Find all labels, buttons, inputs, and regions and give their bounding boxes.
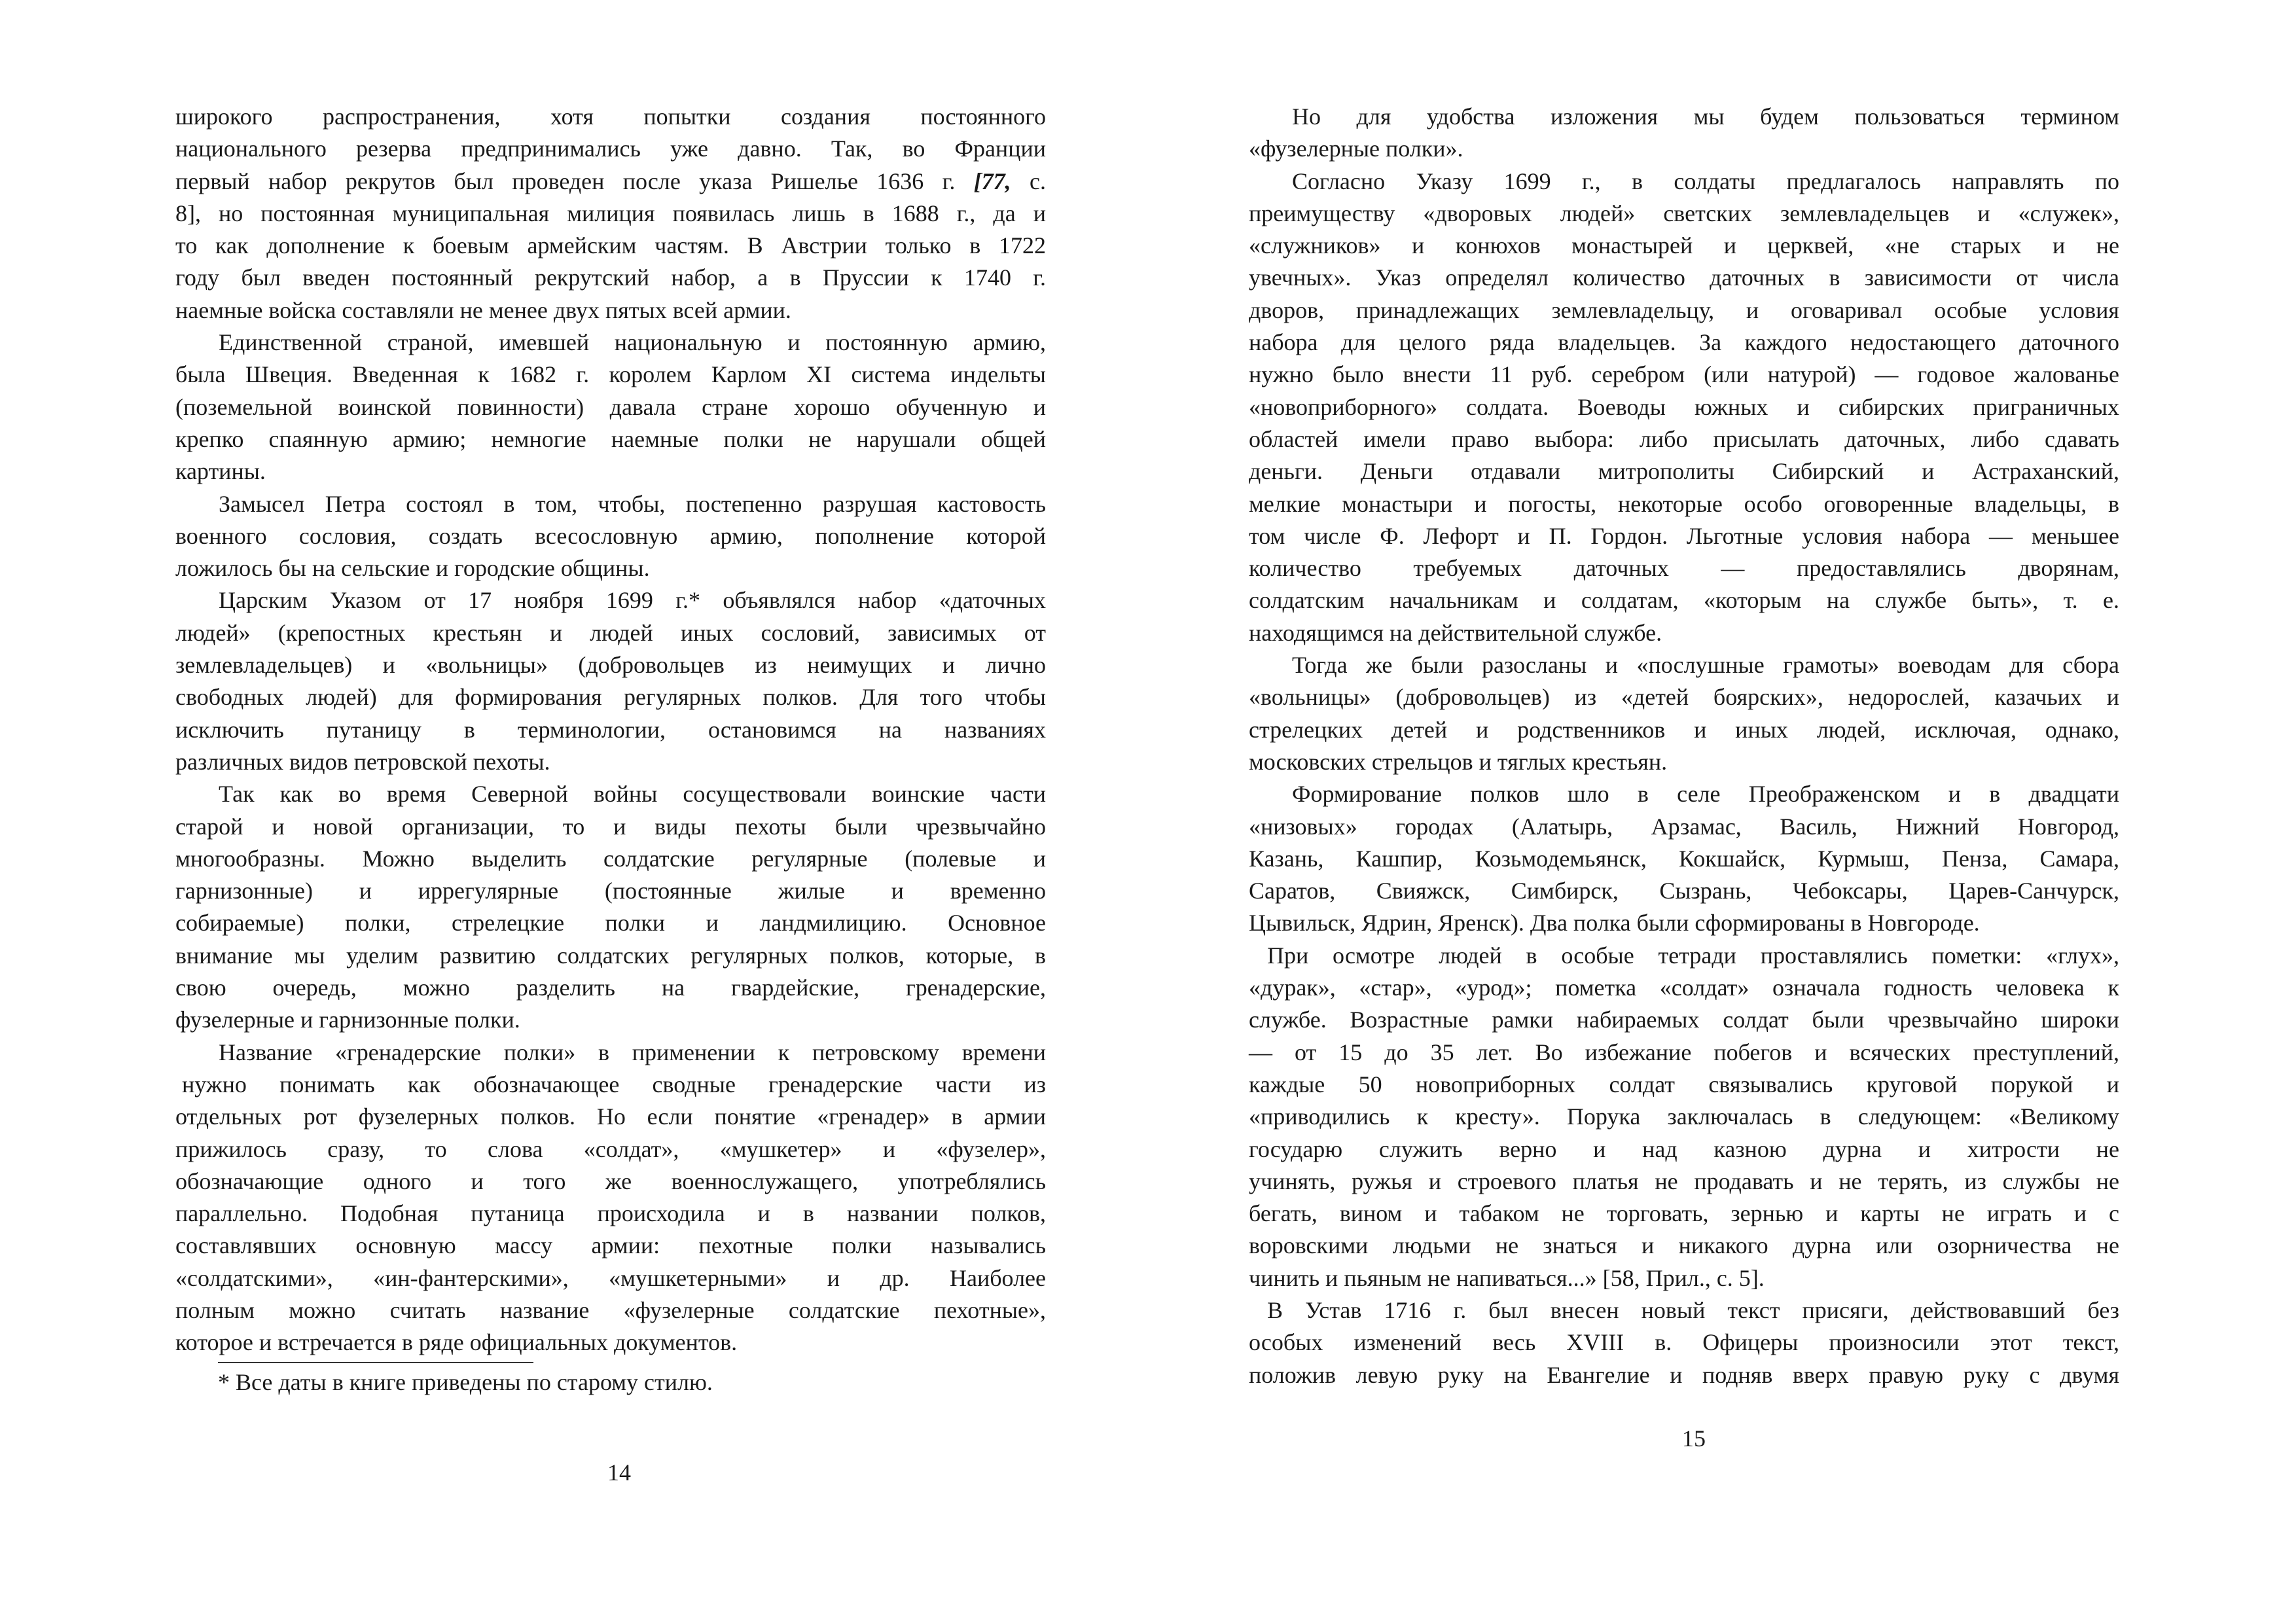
- text-line: Царским Указом от 17 ноября 1699 г.* объявлялся набор «даточных: [219, 587, 1046, 614]
- text-line: «приводились к кресту». Порука заключалась в следующем: «Великому: [1249, 1103, 2119, 1130]
- text-line: увечных». Указ определял количество даточных в зависимости от числа: [1249, 264, 2119, 291]
- text-line: том числе Ф. Лефорт и П. Гордон. Льготные условия набора — меньшее: [1249, 522, 2119, 549]
- text-line: 8], но постоянная муниципальная милиция появилась лишь в 1688 г., да и: [175, 200, 1046, 226]
- text-line: году был введен постоянный рекрутский набор, а в Пруссии к 1740 г.: [175, 264, 1046, 291]
- text-line: Согласно Указу 1699 г., в солдаты предлагалось направлять по: [1292, 168, 2119, 194]
- text-line: Казань, Кашпир, Козьмодемьянск, Кокшайск, Курмыш, Пенза, Самара,: [1249, 845, 2119, 872]
- text-line: национального резерва предпринимались уже давно. Так, во Франции: [175, 135, 1046, 162]
- right-page: [1148, 0, 2296, 1623]
- footnote: * Все даты в книге приведены по старому стилю.: [218, 1369, 713, 1395]
- text-line: «дурак», «стар», «урод»; пометка «солдат» означала годность человека к: [1249, 974, 2119, 1001]
- text-line: многообразны. Можно выделить солдатские регулярные (полевые и: [175, 845, 1046, 872]
- text-line: гарнизонные) и иррегулярные (постоянные жилые и временно: [175, 878, 1046, 904]
- text-line: «служников» и конюхов монастырей и церквей, «не старых и не: [1249, 232, 2119, 259]
- text-line: фузелерные и гарнизонные полки.: [175, 1007, 520, 1033]
- text-line: военного сословия, создать всесословную армию, пополнение которой: [175, 522, 1046, 549]
- text-line: «низовых» городах (Алатырь, Арзамас, Василь, Нижний Новгород,: [1249, 813, 2119, 840]
- text-line: нужно было внести 11 руб. серебром (или натурой) — годовое жалованье: [1249, 361, 2119, 388]
- text-line: «новоприборного» солдата. Воеводы южных и сибирских приграничных: [1249, 393, 2119, 420]
- text-line: нужно понимать как обозначающее сводные гренадерские части из: [182, 1071, 1046, 1097]
- text-line: собираемые) полки, стрелецкие полки и ландмилицию. Основное: [175, 910, 1046, 936]
- footnote-divider: [218, 1362, 533, 1363]
- text-line: особых изменений весь XVIII в. Офицеры произносили этот текст,: [1249, 1329, 2119, 1356]
- page-number: 15: [1682, 1425, 1706, 1452]
- text-line: Саратов, Свияжск, Симбирск, Сызрань, Чебоксары, Царев-Санчурск,: [1249, 878, 2119, 904]
- text-line: московских стрельцов и тяглых крестьян.: [1249, 748, 1668, 775]
- text-line: преимуществу «дворовых людей» светских землевладельцев и «служек»,: [1249, 200, 2119, 226]
- text-line: параллельно. Подобная путаница происходила и в названии полков,: [175, 1200, 1046, 1227]
- text-line: учинять, ружья и строевого платья не продавать и не терять, из службы не: [1249, 1168, 2119, 1194]
- text-line: Цывильск, Ядрин, Яренск). Два полка были сформированы в Новгороде.: [1249, 910, 1980, 936]
- text-line: ложилось бы на сельские и городские общины.: [175, 555, 650, 582]
- text-line: Единственной страной, имевшей национальную и постоянную армию,: [219, 329, 1046, 356]
- text-line: деньги. Деньги отдавали митрополиты Сибирский и Астраханский,: [1249, 458, 2119, 485]
- text-line: набора для целого ряда владельцев. За каждого недостающего даточного: [1249, 329, 2119, 356]
- text-fragment: первый набор рекрутов был проведен после указа Ришелье 1636 г.: [175, 168, 974, 194]
- text-line: областей имели право выбора: либо присылать даточных, либо сдавать: [1249, 425, 2119, 452]
- text-line: солдатским начальникам и солдатам, «которым на службе быть», т. е.: [1249, 587, 2119, 614]
- text-line: широкого распространения, хотя попытки создания постоянного: [175, 103, 1046, 130]
- text-line: государю служить верно и над казною дурна и хитрости не: [1249, 1135, 2119, 1162]
- right-page-text: [1249, 101, 2119, 1391]
- text-line: свою очередь, можно разделить на гвардейские, гренадерские,: [175, 974, 1046, 1001]
- text-line: полным можно считать название «фузелерные солдатские пехотные»,: [175, 1296, 1046, 1323]
- text-line: людей» (крепостных крестьян и людей иных сословий, зависимых от: [175, 619, 1046, 646]
- text-line: дворов, принадлежащих землевладельцу, и оговаривал особые условия: [1249, 296, 2119, 323]
- text-line: старой и новой организации, то и виды пехоты были чрезвычайно: [175, 813, 1046, 840]
- text-line: крепко спаянную армию; немногие наемные полки не нарушали общей: [175, 425, 1046, 452]
- text-line: находящимся на действительной службе.: [1249, 619, 1662, 646]
- text-line: которое и встречается в ряде официальных документов.: [175, 1329, 738, 1356]
- text-line: Так как во время Северной войны сосуществовали воинские части: [219, 781, 1046, 808]
- text-line: составлявших основную массу армии: пехотные полки назывались: [175, 1232, 1046, 1259]
- text-line: каждые 50 новоприборных солдат связывались круговой порукой и: [1249, 1071, 2119, 1097]
- left-page-text: [175, 101, 1046, 1359]
- text-line: обозначающие одного и того же военнослужащего, употреблялись: [175, 1168, 1046, 1194]
- text-line: мелкие монастыри и погосты, некоторые особо оговоренные владельцы, в: [1249, 490, 2119, 517]
- text-line: Но для удобства изложения мы будем пользоваться термином: [1292, 103, 2119, 130]
- text-line: чинить и пьяным не напиваться...» [58, Прил., с. 5].: [1249, 1264, 1765, 1291]
- text-line-with-reference: [175, 166, 1046, 198]
- text-line: прижилось сразу, то слова «солдат», «мушкетер» и «фузелер»,: [175, 1135, 1046, 1162]
- text-line: различных видов петровской пехоты.: [175, 748, 550, 775]
- text-line: При осмотре людей в особые тетради проставлялись пометки: «глух»,: [1267, 942, 2119, 969]
- text-line: бегать, вином и табаком не торговать, зернью и карты не играть и с: [1249, 1200, 2119, 1227]
- text-line: «солдатскими», «ин-фантерскими», «мушкетерными» и др. Наиболее: [175, 1264, 1046, 1291]
- text-line: Тогда же были разосланы и «послушные грамоты» воеводам для сбора: [1292, 652, 2119, 679]
- text-line: картины.: [175, 458, 266, 485]
- text-line: В Устав 1716 г. был внесен новый текст присяги, действовавший без: [1267, 1296, 2119, 1323]
- text-line: положив левую руку на Евангелие и подняв вверх правую руку с двумя: [1249, 1361, 2119, 1388]
- text-line: Название «гренадерские полки» в применении к петровскому времени: [219, 1039, 1046, 1065]
- text-line: воровскими людьми не знаться и никакого дурна или озорничества не: [1249, 1232, 2119, 1259]
- page-number: 14: [607, 1459, 631, 1486]
- citation-reference: [77,: [973, 168, 1011, 194]
- text-line: Замысел Петра состоял в том, чтобы, постепенно разрушая кастовость: [219, 490, 1046, 517]
- text-line: то как дополнение к боевым армейским частям. В Австрии только в 1722: [175, 232, 1046, 259]
- text-line: землевладельцев) и «вольницы» (добровольцев из неимущих и лично: [175, 652, 1046, 679]
- text-line: службе. Возрастные рамки набираемых солдат были чрезвычайно широки: [1249, 1007, 2119, 1033]
- text-line: свободных людей) для формирования регулярных полков. Для того чтобы: [175, 684, 1046, 711]
- text-line: (поземельной воинской повинности) давала стране хорошо обученную и: [175, 393, 1046, 420]
- text-line: стрелецких детей и родственников и иных людей, исключая, однако,: [1249, 716, 2119, 743]
- text-line: — от 15 до 35 лет. Во избежание побегов и всяческих преступлений,: [1249, 1039, 2119, 1065]
- text-line: «фузелерные полки».: [1249, 135, 1463, 162]
- text-line: отдельных рот фузелерных полков. Но если понятие «гренадер» в армии: [175, 1103, 1046, 1130]
- text-line: была Швеция. Введенная к 1682 г. королем Карлом XI система индельты: [175, 361, 1046, 388]
- text-line: «вольницы» (добровольцев) из «детей боярских», недорослей, казачьих и: [1249, 684, 2119, 711]
- text-line: Формирование полков шло в селе Преображенском и в двадцати: [1292, 781, 2119, 808]
- text-line: наемные войска составляли не менее двух пятых всей армии.: [175, 296, 791, 323]
- text-line: внимание мы уделим развитию солдатских регулярных полков, которые, в: [175, 942, 1046, 969]
- text-line: исключить путаницу в терминологии, остановимся на названиях: [175, 716, 1046, 743]
- text-fragment: с.: [1011, 168, 1046, 194]
- text-line: количество требуемых даточных — предоставлялись дворянам,: [1249, 555, 2119, 582]
